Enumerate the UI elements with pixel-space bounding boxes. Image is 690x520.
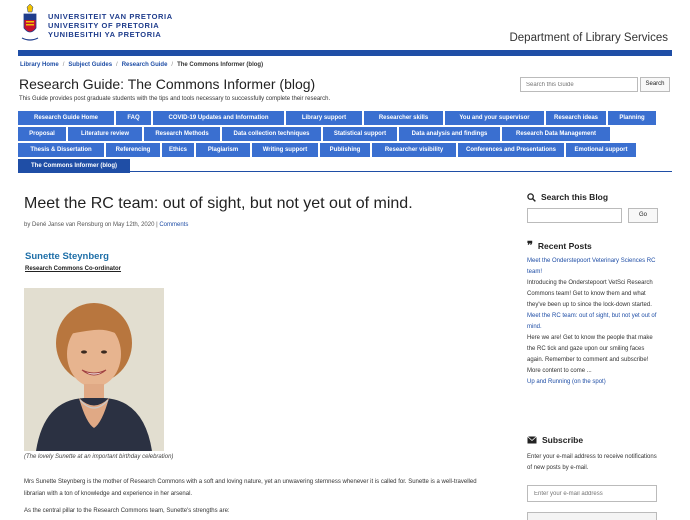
photo-caption: (The lovely Sunette at an important birthday celebration) <box>24 454 174 460</box>
recent-posts-list <box>527 256 662 388</box>
post-title[interactable]: Meet the RC team: out of sight, but not yet out of mind. <box>24 195 413 212</box>
search-icon <box>527 193 536 202</box>
comments-link[interactable]: Comments <box>159 222 189 228</box>
tab-statistical-support[interactable]: Statistical support <box>323 127 397 141</box>
nav-bottom-border <box>18 171 672 172</box>
blog-search-input[interactable] <box>527 208 622 223</box>
department-title: Department of Library Services <box>509 32 668 44</box>
nav-row <box>18 143 674 157</box>
recent-post-link[interactable]: Meet the Onderstepoort Veterinary Sciences RC team! <box>527 258 656 275</box>
tab-ethics[interactable]: Ethics <box>162 143 194 157</box>
post-paragraph: Mrs Sunette Steynberg is the mother of Research Commons with a soft and loving nature, yet an unwavering sternness whenever it is called for. Sunette is a well-travelled librarian with a ton of knowledge and experience in her arsenal. <box>24 479 477 497</box>
subscribe-description: Enter your e-mail address to receive notifications of new posts by e-mail. <box>527 454 657 471</box>
tab-publishing[interactable]: Publishing <box>320 143 370 157</box>
profile-photo <box>24 288 164 451</box>
breadcrumb-separator: / <box>171 62 174 68</box>
tab-researcher-visibility[interactable]: Researcher visibility <box>372 143 456 157</box>
tab-research-ideas[interactable]: Research ideas <box>546 111 606 125</box>
portrait-illustration <box>24 288 164 451</box>
tab-thesis-and-dissertation[interactable]: Thesis & Dissertation <box>18 143 104 157</box>
recent-post-link[interactable]: Meet the RC team: out of sight, but not yet out of mind. <box>527 313 657 330</box>
tab-conferences-and-presentations[interactable]: Conferences and Presentations <box>458 143 564 157</box>
breadcrumb-current: The Commons Informer (blog) <box>177 62 264 68</box>
nav-row <box>18 111 674 125</box>
tab-library-support[interactable]: Library support <box>286 111 362 125</box>
page-header <box>0 0 690 58</box>
envelope-icon <box>527 436 537 444</box>
guide-description: This Guide provides post graduate students with the tips and tools necessary to successfully complete their research. <box>19 96 331 102</box>
tab-data-collection-techniques[interactable]: Data collection techniques <box>222 127 321 141</box>
guide-search-input[interactable] <box>520 77 638 92</box>
guide-search-button[interactable]: Search <box>640 77 670 92</box>
quote-icon: ❞ <box>527 239 533 252</box>
tab-research-data-management[interactable]: Research Data Management <box>502 127 610 141</box>
university-name[interactable] <box>48 12 173 39</box>
tab-covid-19-updates[interactable]: COVID-19 Updates and Information <box>153 111 284 125</box>
subscribe-email-input[interactable] <box>527 485 657 502</box>
post-byline: by Dené Janse van Rensburg on May 12th, 2020 | <box>24 222 160 228</box>
tab-research-guide-home[interactable]: Research Guide Home <box>18 111 114 125</box>
university-crest-logo[interactable] <box>20 4 40 44</box>
post-paragraph: As the central pillar to the Research Commons team, Sunette's strengths are: <box>24 508 230 514</box>
person-name: Sunette Steynberg <box>25 251 109 262</box>
recent-post-excerpt: Here we are! Get to know the people that make the RC tick and gaze upon our smiling faces again. Remember to comment and subscribe! More content to come ... <box>527 335 653 374</box>
subscribe-button[interactable] <box>527 512 657 520</box>
tab-research-methods[interactable]: Research Methods <box>144 127 220 141</box>
tab-faq[interactable]: FAQ <box>116 111 151 125</box>
recent-post-item <box>527 377 662 388</box>
blog-search-go-button[interactable]: Go <box>628 208 658 223</box>
recent-posts-label: Recent Posts <box>537 240 592 251</box>
recent-post-excerpt: Introducing the Onderstepoort VetSci Research Commons team! Get to know them and what they've been up to since the lock-down started. <box>527 280 653 308</box>
recent-posts-heading <box>527 239 592 252</box>
tab-referencing[interactable]: Referencing <box>106 143 160 157</box>
breadcrumb <box>20 62 263 68</box>
person-role: Research Commons Co-ordinator <box>25 266 122 272</box>
tab-literature-review[interactable]: Literature review <box>68 127 142 141</box>
tab-data-analysis-and-findings[interactable]: Data analysis and findings <box>399 127 500 141</box>
tab-you-and-your-supervisor[interactable]: You and your supervisor <box>445 111 544 125</box>
university-name-sepedi: YUNIBESITHI YA PRETORIA <box>48 30 162 39</box>
tab-researcher-skills[interactable]: Researcher skills <box>364 111 443 125</box>
post-meta <box>24 222 188 228</box>
breadcrumb-library-home[interactable]: Library Home <box>20 62 59 68</box>
recent-post-item <box>527 256 662 311</box>
recent-post-link[interactable]: Up and Running (on the spot) <box>527 379 606 385</box>
guide-nav-tabs <box>18 111 674 175</box>
tab-plagiarism[interactable]: Plagiarism <box>196 143 250 157</box>
guide-title: Research Guide: The Commons Informer (blog) <box>19 76 316 92</box>
breadcrumb-separator: / <box>116 62 118 68</box>
subscribe-heading <box>527 435 583 445</box>
breadcrumb-research-guide[interactable]: Research Guide <box>121 62 168 68</box>
tab-writing-support[interactable]: Writing support <box>252 143 318 157</box>
university-name-english: UNIVERSITY OF PRETORIA <box>48 21 160 30</box>
tab-emotional-support[interactable]: Emotional support <box>566 143 636 157</box>
nav-row <box>18 127 674 141</box>
breadcrumb-subject-guides[interactable]: Subject Guides <box>68 62 113 68</box>
tab-planning[interactable]: Planning <box>608 111 656 125</box>
recent-post-item <box>527 311 662 377</box>
tab-proposal[interactable]: Proposal <box>18 127 66 141</box>
subscribe-label: Subscribe <box>542 435 584 445</box>
header-divider <box>18 50 672 56</box>
search-blog-label: Search this Blog <box>541 192 609 202</box>
tab-the-commons-informer[interactable]: The Commons Informer (blog) <box>18 159 130 173</box>
search-blog-heading <box>527 192 608 202</box>
breadcrumb-separator: / <box>62 62 65 68</box>
university-name-afrikaans: UNIVERSITEIT VAN PRETORIA <box>48 12 173 21</box>
